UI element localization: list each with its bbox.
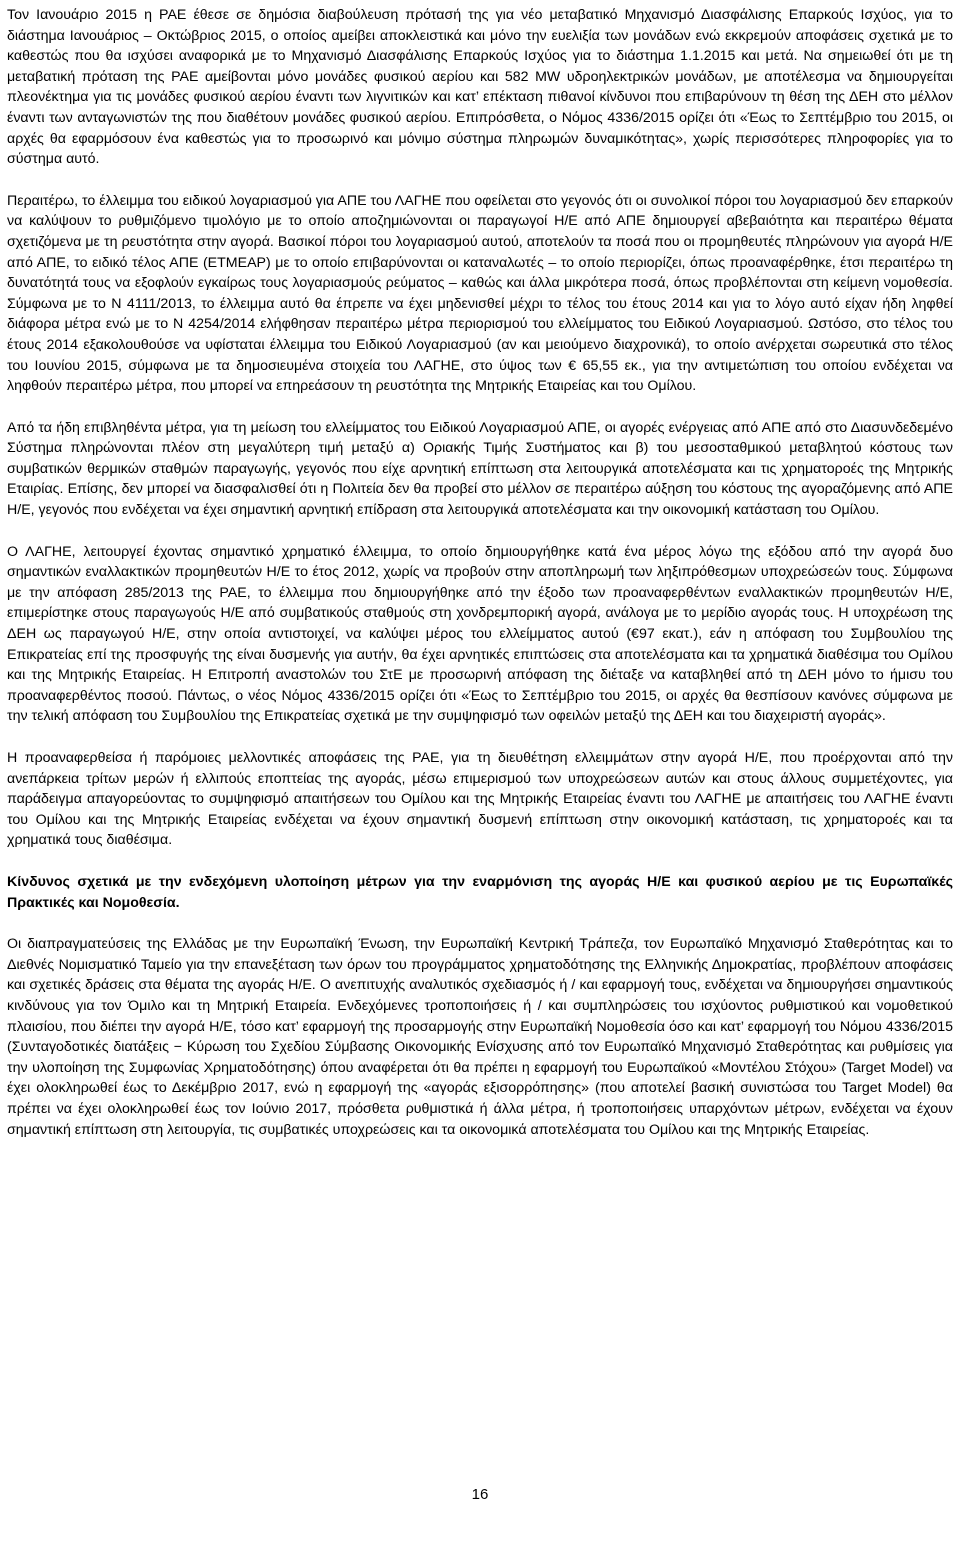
paragraph-res-account-deficit: Περαιτέρω, το έλλειμμα του ειδικού λογαριασμού για ΑΠΕ του ΛΑΓΗΕ που οφείλεται στο γεγονός ότι οι συνολικοί πόροι του λογαριασμού δεν επαρκούν να καλύψουν το ρυθμιζόμενο τιμολόγιο με το οποίο αποζημιώνονται οι παραγωγοί Η/Ε από ΑΠΕ δημιουργεί αβεβαιότητα και περαιτέρω θέματα σχετιζόμενα με τη ρευστότητα στην αγορά. Βασικοί πόροι του λογαριασμού αυτού, αποτελούν τα ποσά που οι προμηθευτές πληρώνουν για αγορά Η/Ε από ΑΠΕ, το ειδικό τέλος ΑΠΕ (ΕΤΜΕΑΡ) με το οποίο επιβαρύνονται οι καταναλωτές – το οποίο περιορίζει, όπως προαναφέρθηκε, έτσι περαιτέρω τη δυνατότητά τους να εξοφλούν εγκαίρως τους λογαριασμούς ρεύματος – καθώς και άλλα μικρότερα ποσά, όπως προβλέπονται στη κείμενη νομοθεσία. Σύμφωνα με το Ν 4111/2013, το έλλειμμα αυτό θα έπρεπε να έχει μηδενισθεί μέχρι το τέλος του έτους 2014 και για το λόγο αυτό είχαν ήδη ληφθεί διάφορα μέτρα ενώ με το Ν 4254/2014 ελήφθησαν περαιτέρω μέτρα περιορισμού του ελλείμματος του Ειδικού Λογαριασμού. Ωστόσο, στο τέλος του έτους 2014 εξακολουθούσε να υφίσταται έλλειμμα του Ειδικού Λογαριασμού (αν και μειούμενο διαχρονικά), το οποίο ανέρχεται σωρευτικά στο τέλος του Ιουνίου 2015, σύμφωνα με τα δημοσιευμένα στοιχεία του ΛΑΓΗΕ, στο ύψος των € 65,55 εκ., για την αντιμετώπιση του οποίου ενδέχεται να ληφθούν περαιτέρω μέτρα, που μπορεί να επηρεάσουν τη ρευστότητα της Μητρικής Εταιρείας και του Ομίλου.	[7, 192, 953, 395]
paragraph-rae-decisions: Η προαναφερθείσα ή παρόμοιες μελλοντικές αποφάσεις της ΡΑΕ, για τη διευθέτηση ελλειμμάτων στην αγορά Η/Ε, που προέρχονται από την ανεπάρκεια τρίτων μερών ή ελλιπούς εποπτείας της αγοράς, μέσω επιμερισμού των υποχρεώσεων αυτών και στους άλλους συμμετέχοντες, για παράδειγμα απαγορεύοντας το συμψηφισμό απαιτήσεων του Ομίλου και της Μητρικής Εταιρείας έναντι του ΛΑΓΗΕ με απαιτήσεις του ΛΑΓΗΕ έναντι του Ομίλου και της Μητρικής Εταιρείας ενδέχεται να έχουν σημαντική δυσμενή επίπτωση στην οικονομική κατάσταση, τις χρηματοροές και τα χρηματικά τους διαθέσιμα.	[7, 750, 953, 849]
paragraph-res-measures: Από τα ήδη επιβληθέντα μέτρα, για τη μείωση του ελλείμματος του Ειδικού Λογαριασμού ΑΠΕ, οι αγορές ενέργειας από ΑΠΕ από στο Διασυνδεδεμένο Σύστημα πληρώνονται πλέον στη μεγαλύτερη τιμή μεταξύ α) Οριακής Τιμής Συστήματος και β) του μεσοσταθμικού μεταβλητού κόστους των συμβατικών θερμικών σταθμών παραγωγής, γεγονός που είχε αρνητική επίπτωση στα λειτουργικά αποτελέσματα και τις χρηματοροές της Μητρικής Εταιρίας. Επίσης, δεν μπορεί να διασφαλισθεί ότι η Πολιτεία δεν θα προβεί στο μέλλον σε περαιτέρω αύξηση του κόστους της αγοραζόμενης από ΑΠΕ Η/Ε, γεγονός που ενδέχεται να έχει σημαντική αρνητική επίδραση στα λειτουργικά αποτελέσματα και την οικονομική κατάσταση του Ομίλου.	[7, 419, 953, 519]
page-number: 16	[471, 1486, 489, 1503]
paragraph-capacity-mechanism: Τον Ιανουάριο 2015 η ΡΑΕ έθεσε σε δημόσια διαβούλευση πρότασή της για νέο μεταβατικό Μηχανισμό Διασφάλισης Επαρκούς Ισχύος, για το διάστημα Ιανουάριος – Οκτώβριος 2015, ο οποίος αμείβει αποκλειστικά και μόνο την ευελιξία των μονάδων ενώ εκκρεμούν αποφάσεις σχετικά με το καθεστώς που θα ισχύσει αναφορικά με το Μηχανισμό Διασφάλισης Επαρκούς Ισχύος για το διάστημα 1.1.2015 και μετά. Να σημειωθεί ότι με τη μεταβατική πρόταση της ΡΑΕ αμείβονται μόνο μονάδες φυσικού αερίου και 582 MW υδροηλεκτρικών μονάδων, με αποτέλεσμα να δημιουργείται πλεονέκτημα για τις μονάδες φυσικού αερίου έναντι των λιγνιτικών και κατ’ επέκταση πιθανοί κίνδυνοι που επιβαρύνουν τη θέση της ΔΕΗ στο μέλλον έναντι των ανταγωνιστών της που διαθέτουν μονάδες φυσικού αερίου. Επιπρόσθετα, ο Νόμος 4336/2015 ορίζει ότι «Έως το Σεπτέμβριο του 2015, οι αρχές θα εφαρμόσουν ένα καθεστώς για το προσωρινό και μόνιμο σύστημα πληρωμών δυναμικότητας», χωρίς περισσότερες πληροφορίες για το σύστημα αυτό.	[7, 7, 953, 168]
paragraph-lagie-deficit: Ο ΛΑΓΗΕ, λειτουργεί έχοντας σημαντικό χρηματικό έλλειμμα, το οποίο δημιουργήθηκε κατά ένα μέρος λόγω της εξόδου από την αγορά δυο σημαντικών εναλλακτικών προμηθευτών Η/Ε το έτος 2012, χωρίς να προβούν στην αποπληρωμή των ληξιπρόθεσμων υποχρεώσεών τους. Σύμφωνα με την απόφαση 285/2013 της ΡΑΕ, το έλλειμμα που δημιουργήθηκε από την έξοδο των προαναφερθέντων εναλλακτικών προμηθευτών Η/Ε, επιμερίστηκε στους παραγωγούς Η/Ε από συμβατικούς σταθμούς στη χονδρεμπορική αγορά, ανάλογα με το μερίδιο αγοράς τους. Η υποχρέωση της ΔΕΗ ως παραγωγού Η/Ε, στην οποία αντιστοιχεί, να καλύψει μέρος του ελλείμματος αυτού (€97 εκατ.), εάν η απόφαση του Συμβουλίου της Επικρατείας επί της προσφυγής της είναι δυσμενής για αυτήν, θα έχει αρνητικές επιπτώσεις στα αποτελέσματα και τα χρηματικά διαθέσιμα του Ομίλου και της Μητρικής Εταιρείας. Η Επιτροπή αναστολών του ΣτΕ με προσωρινή απόφαση της διέταξε να καταβληθεί από τη ΔΕΗ μόνο το ήμισυ του προαναφερθέντος ποσού. Πάντως, ο νέος Νόμος 4336/2015 ορίζει ότι «Έως το Σεπτέμβριο του 2015, οι αρχές θα θεσπίσουν κανόνες σύμφωνα με την τελική απόφαση του Συμβουλίου της Επικρατείας σχετικά με την συμψηφισμό των οφειλών μεταξύ της ΔΕΗ και του διαχειριστή αγοράς».	[7, 543, 953, 725]
section-heading: Κίνδυνος σχετικά με την ενδεχόμενη υλοποίηση μέτρων για την εναρμόνιση της αγοράς Η/Ε και φυσικού αερίου με τις Ευρωπαϊκές Πρακτικές και Νομοθεσία.	[7, 873, 953, 911]
paragraph-negotiations: Οι διαπραγματεύσεις της Ελλάδας με την Ευρωπαϊκή Ένωση, την Ευρωπαϊκή Κεντρική Τράπεζα, τον Ευρωπαϊκό Μηχανισμό Σταθερότητας και το Διεθνές Νομισματικό Ταμείο για την επανεξέταση των όρων του προγράμματος χρηματοδότησης της Ελληνικής Δημοκρατίας, προβλέπουν αποφάσεις και σχετικές δράσεις στα θέματα της αγοράς Η/Ε. Ο ανεπιτυχής αναλυτικός σχεδιασμός ή / και εφαρμογή τους, ενδέχεται να δημιουργήσει σημαντικούς κινδύνους για τον Όμιλο και τη Μητρική Εταιρεία. Ενδεχόμενες τροποποιήσεις ή / και συμπληρώσεις του ισχύοντος ρυθμιστικού και νομοθετικού πλαισίου, που διέπει την αγορά Η/Ε, τόσο κατ’ εφαρμογή της προσαρμογής στην Ευρωπαϊκή Νομοθεσία όσο και κατ’ εφαρμογή του Νόμου 4336/2015 (Συνταγοδοτικές διατάξεις − Κύρωση του Σχεδίου Σύμβασης Οικονομικής Ενίσχυσης από τον Ευρωπαϊκό Μηχανισμό Σταθερότητας και ρυθμίσεις για την υλοποίηση της Συμφωνίας Χρηματοδότησης) όπου αναφέρεται ότι θα πρέπει η εφαρμογή του Ευρωπαϊκού «Μοντέλου Στόχου» (Target Model) να έχει ολοκληρωθεί έως το Δεκέμβριο 2017, ενώ η εφαρμογή της «αγοράς εξισορρόπησης» (που αποτελεί βασική συνιστώσα του Target Model) θα πρέπει να έχει ολοκληρωθεί έως τον Ιούνιο 2017, πρόσθετα ρυθμιστικά ή άλλα μέτρα, ή τροποποιήσεις υπαρχόντων μέτρων, ενδέχεται να έχουν σημαντική επίπτωση στη λειτουργία, τις συμβατικές υποχρεώσεις και τα οικονομικά αποτελέσματα του Ομίλου και της Μητρικής Εταιρείας.	[7, 936, 953, 1138]
